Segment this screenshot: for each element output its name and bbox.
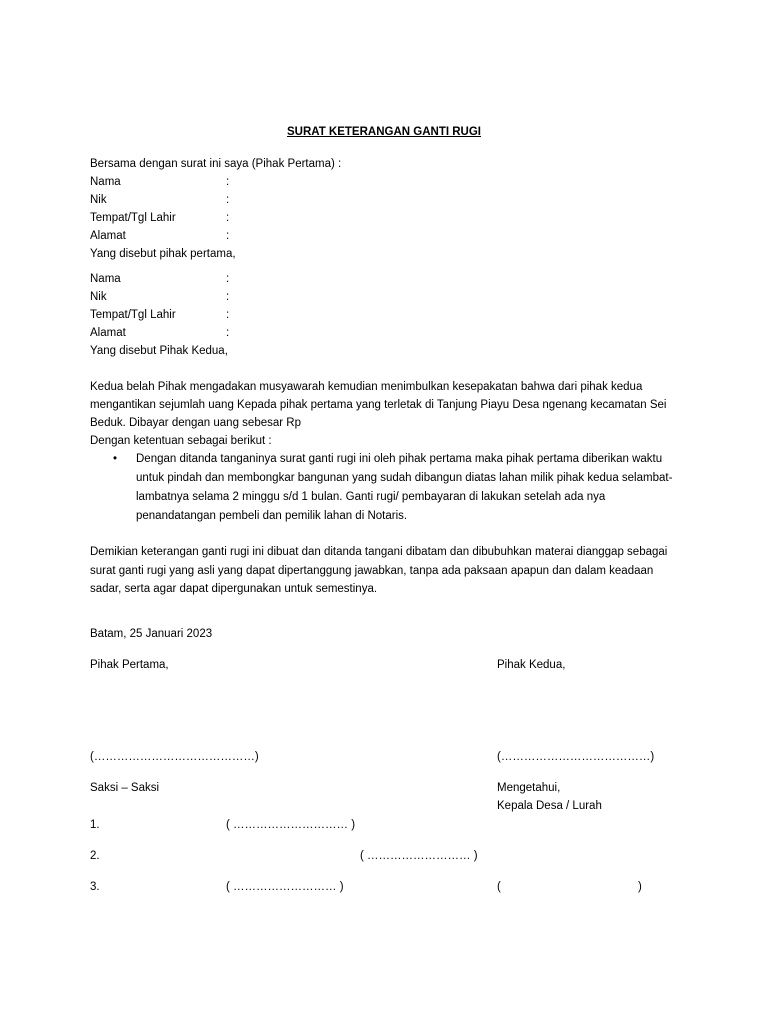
- closing-line: Demikian keterangan ganti rugi ini dibuat dan ditanda tangani dibatam dan dibubuhkan materai dianggap sebagai: [90, 546, 668, 558]
- witness-number-3: 3.: [90, 881, 100, 893]
- closing-line: surat ganti rugi yang asli yang dapat dipertanggung jawabkan, tanpa ada paksaan apapun dan dalam keadaan: [90, 565, 654, 577]
- bullet-icon: •: [113, 453, 118, 465]
- village-head-label: Kepala Desa / Lurah: [497, 800, 602, 812]
- field-label-alamat-1: Alamat: [90, 230, 126, 242]
- field-colon: :: [226, 194, 230, 206]
- field-label-nik-2: Nik: [90, 291, 107, 303]
- acknowledged-label: Mengetahui,: [497, 782, 561, 794]
- party2-label: Pihak Kedua,: [497, 659, 566, 671]
- agreement-line: Kedua belah Pihak mengadakan musyawarah kemudian menimbulkan kesepakatan bahwa dari pihak kedua: [90, 381, 643, 393]
- witness-signature-1: ( ………………………… ): [226, 819, 356, 831]
- intro-text: Bersama dengan surat ini saya (Pihak Pertama) :: [90, 158, 342, 170]
- village-head-sign-open: (: [497, 881, 501, 893]
- field-label-nama-1: Nama: [90, 176, 121, 188]
- witness-signature-2: ( ……………………… ): [360, 850, 478, 862]
- field-colon: :: [226, 176, 230, 188]
- witness-number-1: 1.: [90, 819, 100, 831]
- second-party-caption: Yang disebut Pihak Kedua,: [90, 345, 228, 357]
- agreement-line: Beduk. Dibayar dengan uang sebesar Rp: [90, 417, 301, 429]
- witness-signature-3: ( ……………………… ): [226, 881, 344, 893]
- field-colon: :: [226, 309, 230, 321]
- party1-label: Pihak Pertama,: [90, 659, 169, 671]
- field-colon: :: [226, 291, 230, 303]
- field-colon: :: [226, 273, 230, 285]
- bullet-line: penandatangan pembeli dan pemilik lahan di Notaris.: [136, 510, 408, 522]
- field-colon: :: [226, 327, 230, 339]
- first-party-caption: Yang disebut pihak pertama,: [90, 248, 236, 260]
- document-title: SURAT KETERANGAN GANTI RUGI: [286, 126, 481, 138]
- party2-signature-line: (…………………………………): [497, 751, 655, 763]
- field-label-ttl-1: Tempat/Tgl Lahir: [90, 212, 176, 224]
- witness-label: Saksi – Saksi: [90, 782, 160, 794]
- place-date: Batam, 25 Januari 2023: [90, 628, 213, 640]
- field-label-alamat-2: Alamat: [90, 327, 126, 339]
- witness-number-2: 2.: [90, 850, 100, 862]
- field-colon: :: [226, 230, 230, 242]
- field-label-ttl-2: Tempat/Tgl Lahir: [90, 309, 176, 321]
- field-label-nama-2: Nama: [90, 273, 121, 285]
- closing-line: sadar, serta agar dapat dipergunakan untuk semestinya.: [90, 583, 378, 595]
- bullet-line: lambatnya selama 2 minggu s/d 1 bulan. Ganti rugi/ pembayaran di lakukan setelah ada nya: [136, 491, 606, 503]
- bullet-line: untuk pindah dan membongkar bangunan yang sudah dibangun diatas lahan milik pihak kedua selambat-: [136, 472, 673, 484]
- field-label-nik-1: Nik: [90, 194, 107, 206]
- agreement-line: mengantikan sejumlah uang Kepada pihak pertama yang terletak di Tanjung Piayu Desa ngenang kecamatan Sei: [90, 399, 667, 411]
- field-colon: :: [226, 212, 230, 224]
- agreement-line: Dengan ketentuan sebagai berikut :: [90, 435, 272, 447]
- party1-signature-line: (……………………………………): [90, 751, 259, 763]
- bullet-line: Dengan ditanda tanganinya surat ganti rugi ini oleh pihak pertama maka pihak pertama diberikan waktu: [136, 453, 663, 465]
- village-head-sign-close: ): [638, 881, 642, 893]
